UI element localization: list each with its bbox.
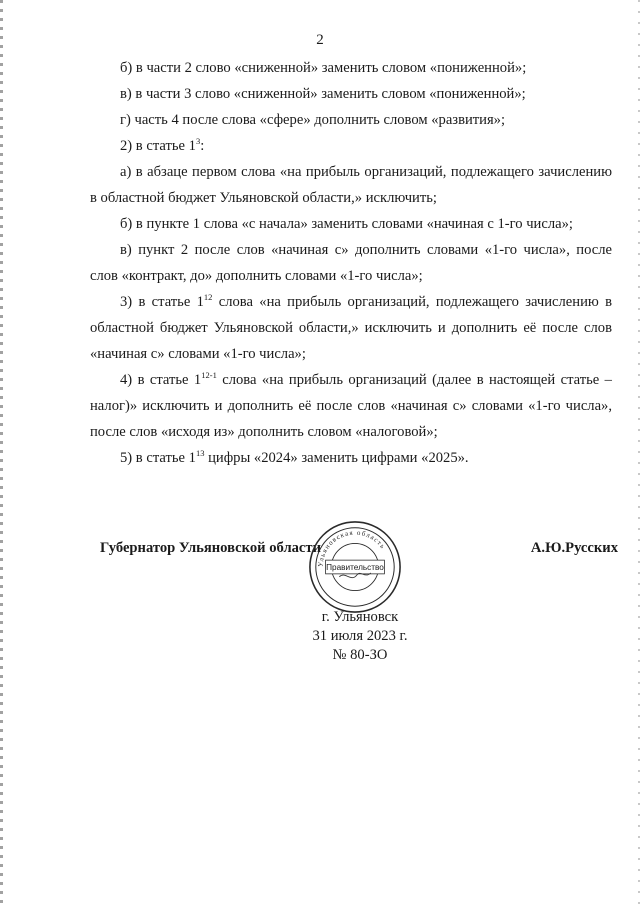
- amendment-text: цифры «2024» заменить цифрами «2025».: [204, 450, 469, 466]
- amendment-item: [90, 289, 612, 367]
- amendment-text: 5) в статье 1: [120, 450, 196, 466]
- article-superscript: 12: [203, 292, 213, 302]
- amendment-item: б) в части 2 слово «сниженной» заменить словом «пониженной»;: [120, 60, 527, 76]
- footer-city: г. Ульяновск: [321, 609, 399, 625]
- article-superscript: 12-1: [201, 370, 217, 380]
- amendment-text: 4) в статье 1: [120, 372, 202, 388]
- amendment-item: б) в пункте 1 слова «с начала» заменить словами «начиная с 1-го числа»;: [120, 216, 573, 232]
- amendment-item: [90, 133, 612, 159]
- footer-number: № 80-ЗО: [332, 647, 388, 663]
- article-superscript: 13: [195, 448, 205, 458]
- amendment-item: [90, 445, 612, 471]
- amendment-item: в) пункт 2 после слов «начиная с» дополнить словами «1-го числа», после слов «контракт, до» дополнить словами «1-го числа»;: [90, 242, 612, 284]
- governor-name: А.Ю.Русских: [530, 540, 618, 556]
- footer-date: 31 июля 2023 г.: [312, 628, 408, 644]
- amendment-item: а) в абзаце первом слова «на прибыль организаций, подлежащего зачислению в областной бюджет Ульяновской области,» исключить;: [90, 164, 612, 206]
- amendment-text: слова «на прибыль организаций (далее в настоящей статье – налог)» исключить и дополнить её после слов «начиная с» словами «1-го числа», после слов «исходя из» дополнить словом «налоговой»;: [90, 372, 612, 440]
- amendment-item: в) в части 3 слово «сниженной» заменить словом «пониженной»;: [120, 86, 526, 102]
- document-footer: [250, 608, 470, 665]
- scan-edge-left: [0, 0, 3, 905]
- amendment-text: слова «на прибыль организаций, подлежащего зачислению в областной бюджет Ульяновской области,» исключить и дополнить её после слов «начиная с» словами «1-го числа»;: [90, 294, 612, 362]
- seal-center-text: Правительство: [326, 562, 384, 572]
- page-number: 2: [316, 32, 324, 48]
- amendment-text: :: [200, 138, 205, 154]
- seal-ring-text: Ульяновская область: [317, 529, 387, 568]
- amendment-text: 2) в статье 1: [120, 138, 196, 154]
- amendments-body: [90, 55, 612, 471]
- official-seal-icon: [306, 518, 404, 616]
- amendment-item: г) часть 4 после слова «сфере» дополнить словом «развития»;: [120, 112, 506, 128]
- article-superscript: 3: [195, 136, 201, 146]
- amendment-text: 3) в статье 1: [120, 294, 204, 310]
- governor-title: Губернатор Ульяновской области: [100, 540, 321, 556]
- amendment-item: [90, 367, 612, 445]
